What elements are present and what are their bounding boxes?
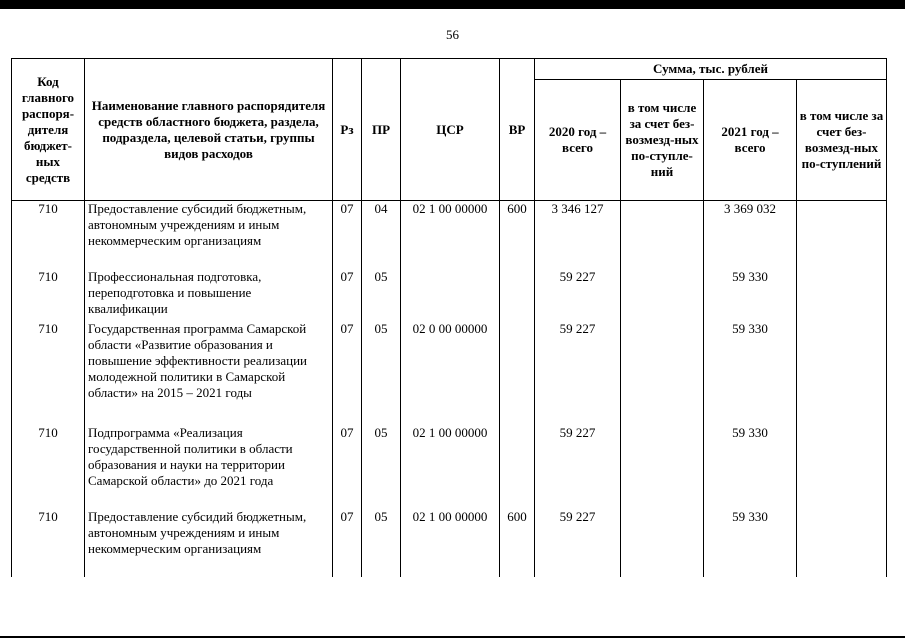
cell-name: Профессиональная подготовка, переподготовка и повышение квалификации — [85, 269, 333, 321]
header-vr: ВР — [500, 59, 535, 201]
cell-csr: 02 1 00 00000 — [401, 201, 500, 269]
cell-2021-free — [797, 269, 887, 321]
cell-2021-free — [797, 425, 887, 509]
page-number: 56 — [446, 27, 459, 42]
cell-vr — [500, 269, 535, 321]
cell-2021: 59 330 — [704, 321, 797, 425]
header-name: Наименование главного распорядителя средств областного бюджета, раздела, подраздела, целевой статьи, группы видов расходов — [85, 59, 333, 201]
cell-pr: 05 — [362, 321, 401, 425]
cell-code: 710 — [12, 269, 85, 321]
header-code: Код главного распоря-дителя бюджет-ных средств — [12, 59, 85, 201]
cell-pr: 04 — [362, 201, 401, 269]
bottom-border-bar — [0, 636, 905, 638]
cell-rz: 07 — [333, 509, 362, 577]
cell-2020-free — [621, 269, 704, 321]
cell-2020-free — [621, 509, 704, 577]
cell-csr: 02 0 00 00000 — [401, 321, 500, 425]
cell-2020: 3 346 127 — [535, 201, 621, 269]
header-2021-total: 2021 год – всего — [704, 80, 797, 201]
cell-2020-free — [621, 321, 704, 425]
cell-rz: 07 — [333, 321, 362, 425]
cell-name: Подпрограмма «Реализация государственной политики в области образования и науки на территории Самарской области» до 2021 года — [85, 425, 333, 509]
table-row — [12, 269, 887, 321]
header-2020-total: 2020 год – всего — [535, 80, 621, 201]
header-2021-free: в том числе за счет без-возмезд-ных по-ступлений — [797, 80, 887, 201]
cell-2021-free — [797, 321, 887, 425]
table-row — [12, 509, 887, 577]
cell-2021: 59 330 — [704, 509, 797, 577]
cell-2021-free — [797, 509, 887, 577]
cell-2021: 59 330 — [704, 425, 797, 509]
cell-csr: 02 1 00 00000 — [401, 425, 500, 509]
cell-2020: 59 227 — [535, 425, 621, 509]
cell-2020: 59 227 — [535, 269, 621, 321]
table-row — [12, 201, 887, 269]
cell-2021-free — [797, 201, 887, 269]
cell-name: Предоставление субсидий бюджетным, автономным учреждениям и иным некоммерческим организациям — [85, 201, 333, 269]
cell-rz: 07 — [333, 425, 362, 509]
header-sum: Сумма, тыс. рублей — [535, 59, 887, 80]
cell-csr: 02 1 00 00000 — [401, 509, 500, 577]
cell-2020-free — [621, 425, 704, 509]
cell-name: Государственная программа Самарской области «Развитие образования и повышение эффективности реализации молодежной политики в Самарской области» на 2015 – 2021 годы — [85, 321, 333, 425]
cell-2020: 59 227 — [535, 509, 621, 577]
table-row — [12, 321, 887, 425]
header-2020-free: в том числе за счет без-возмезд-ных по-ступле-ний — [621, 80, 704, 201]
cell-2021: 59 330 — [704, 269, 797, 321]
header-csr: ЦСР — [401, 59, 500, 201]
cell-pr: 05 — [362, 269, 401, 321]
cell-code: 710 — [12, 425, 85, 509]
budget-table — [11, 58, 887, 577]
cell-vr — [500, 425, 535, 509]
top-border-bar — [0, 0, 905, 9]
cell-pr: 05 — [362, 509, 401, 577]
table-row — [12, 425, 887, 509]
table-body — [12, 201, 887, 577]
cell-code: 710 — [12, 509, 85, 577]
cell-pr: 05 — [362, 425, 401, 509]
cell-code: 710 — [12, 201, 85, 269]
cell-2021: 3 369 032 — [704, 201, 797, 269]
cell-name: Предоставление субсидий бюджетным, автономным учреждениям и иным некоммерческим организациям — [85, 509, 333, 577]
cell-rz: 07 — [333, 201, 362, 269]
header-rz: Рз — [333, 59, 362, 201]
cell-code: 710 — [12, 321, 85, 425]
cell-csr — [401, 269, 500, 321]
cell-vr: 600 — [500, 201, 535, 269]
cell-2020: 59 227 — [535, 321, 621, 425]
header-pr: ПР — [362, 59, 401, 201]
cell-rz: 07 — [333, 269, 362, 321]
cell-vr — [500, 321, 535, 425]
cell-vr: 600 — [500, 509, 535, 577]
table-header — [12, 59, 887, 201]
cell-2020-free — [621, 201, 704, 269]
